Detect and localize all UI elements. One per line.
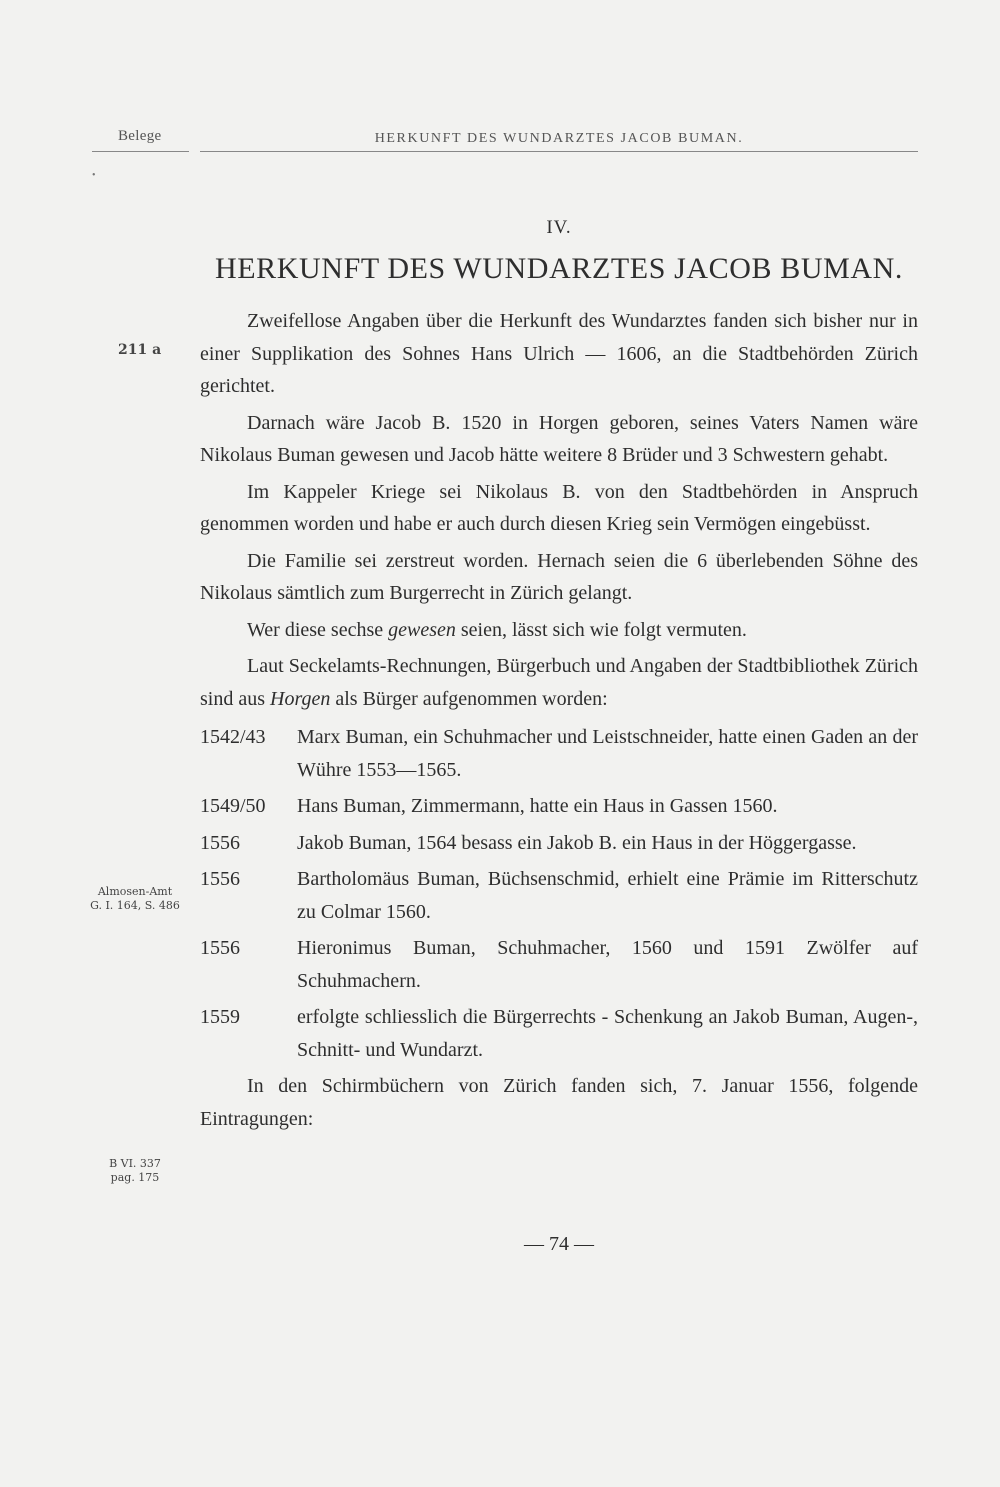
margin-note-almosen-amt — [80, 885, 190, 913]
entry-year: 1556 — [200, 937, 240, 959]
paragraph-4: Die Familie sei zerstreut worden. Hernach seien die 6 überlebenden Söhne des Nikolaus sämtlich zum Burgerrecht in Zürich gelangt. — [200, 549, 918, 604]
paragraph-1: Zweifellose Angaben über die Herkunft des Wundarztes fanden sich bisher nur in einer Supplikation des Sohnes Hans Ulrich — 1606, an die Stadtbehörden Zürich gerichtet. — [200, 310, 918, 397]
citizen-entry — [200, 827, 918, 860]
entry-year: 1559 — [200, 1006, 240, 1028]
running-header-title: HERKUNFT DES WUNDARZTES JACOB BUMAN. — [374, 131, 744, 146]
paragraph-5-text-b: seien, lässt sich wie folgt vermuten. — [455, 618, 747, 641]
paragraph-5 — [200, 614, 918, 647]
paragraph-2: Darnach wäre Jacob B. 1520 in Horgen geboren, seines Vaters Namen wäre Nikolaus Buman gewesen und Jacob hätte weitere 8 Brüder und 3 Schwestern gehabt. — [200, 411, 918, 466]
entry-year: 1556 — [200, 831, 240, 854]
paragraph-6 — [200, 650, 918, 715]
paragraph-3: Im Kappeler Kriege sei Nikolaus B. von den Stadtbehörden in Anspruch genommen worden und habe er auch durch diesen Krieg sein Vermögen eingebüsst. — [200, 480, 918, 535]
entry-year: 1542/43 — [200, 726, 266, 748]
chapter-number: IV. — [546, 217, 572, 238]
entry-text: Marx Buman, ein Schuhmacher und Leistschneider, hatte einen Gaden an der Wühre 1553—1565. — [297, 726, 918, 781]
header-rule-right — [200, 151, 918, 152]
body-text — [200, 305, 918, 1139]
citizen-entry — [200, 863, 918, 928]
margin-note-line: G. I. 164, S. 486 — [90, 899, 180, 912]
margin-note-211a: 211 a — [118, 342, 162, 358]
header-rule-left — [92, 151, 189, 152]
paragraph-6-text-a: Laut Seckelamts-Rechnungen, Bürgerbuch und Angaben der Stadtbibliothek Zürich sind aus — [200, 655, 918, 710]
entry-text: erfolgte schliesslich die Bürgerrechts - Schenkung an Jakob Buman, Augen-, Schnitt- und Wundarzt. — [297, 1006, 918, 1061]
chapter-title: HERKUNFT DES WUNDARZTES JACOB BUMAN. — [214, 252, 904, 285]
entry-year: 1556 — [200, 868, 240, 890]
citizen-entry — [200, 790, 918, 823]
citizen-entry — [200, 932, 918, 997]
paragraph-7: In den Schirmbüchern von Zürich fanden sich, 7. Januar 1556, folgende Eintragungen: — [200, 1075, 918, 1130]
running-header-left: Belege — [118, 128, 162, 144]
entry-text: Hans Buman, Zimmermann, hatte ein Haus in Gassen 1560. — [297, 795, 778, 817]
citizen-entry — [200, 721, 918, 786]
entry-text: Jakob Buman, 1564 besass ein Jakob B. ein Haus in der Höggergasse. — [297, 831, 857, 854]
margin-note-line: B VI. 337 — [109, 1157, 161, 1170]
paragraph-5-italic: gewesen — [388, 618, 456, 641]
entry-year: 1549/50 — [200, 795, 266, 817]
margin-note-line: Almosen-Amt — [97, 885, 173, 898]
paragraph-6-italic: Horgen — [270, 687, 331, 710]
paragraph-5-text-a: Wer diese sechse — [247, 618, 389, 641]
entry-text: Hieronimus Buman, Schuhmacher, 1560 und 1591 Zwölfer auf Schuhmachern. — [297, 937, 918, 992]
margin-note-b-vi — [80, 1157, 190, 1185]
page-number: — 74 — — [524, 1233, 594, 1255]
entry-text: Bartholomäus Buman, Büchsenschmid, erhielt eine Prämie im Ritterschutz zu Colmar 1560. — [297, 868, 918, 923]
paragraph-6-text-b: als Bürger aufgenommen worden: — [330, 687, 608, 710]
print-mark: • — [92, 170, 96, 181]
margin-note-line: pag. 175 — [110, 1171, 160, 1184]
citizen-entry — [200, 1001, 918, 1066]
